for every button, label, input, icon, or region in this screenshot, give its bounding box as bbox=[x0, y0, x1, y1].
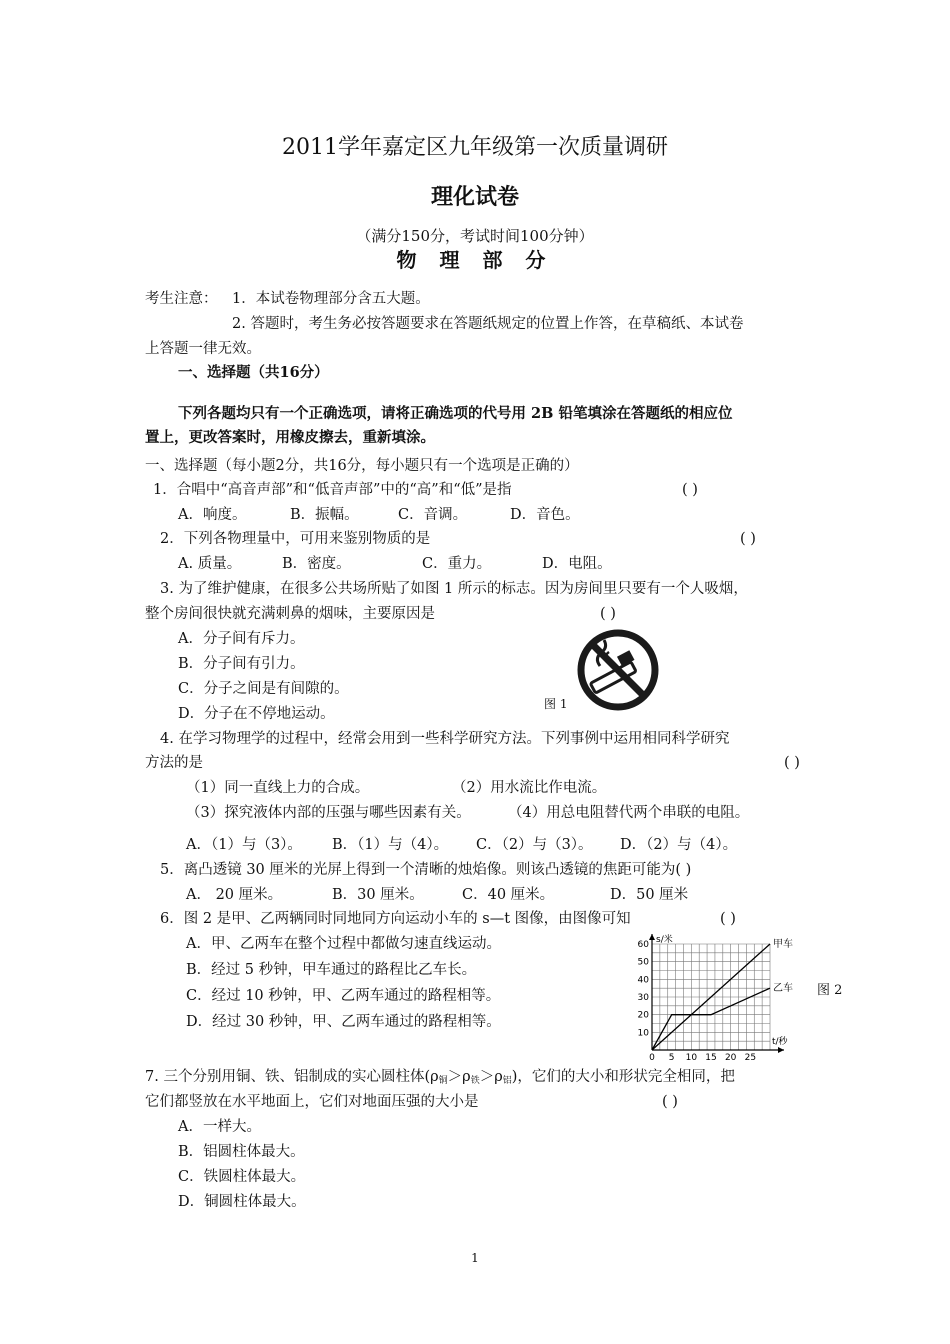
sub-fe: 铁 bbox=[470, 1076, 480, 1086]
q4-option-c: C．（2）与（3）。 bbox=[476, 837, 593, 853]
q5-option-b: B．30 厘米。 bbox=[332, 887, 424, 903]
page-number: 1 bbox=[471, 1251, 479, 1265]
q3-option-b: B．分子间有引力。 bbox=[178, 656, 305, 672]
y-axis-label: s/米 bbox=[656, 935, 673, 945]
q7-option-d: D．铜圆柱体最大。 bbox=[178, 1194, 306, 1210]
notice-line3: 上答题一律无效。 bbox=[145, 341, 261, 357]
exam-subtitle: 理化试卷 bbox=[430, 184, 519, 210]
no-smoking-icon bbox=[576, 628, 660, 712]
q3-stem-1: 3. 为了维护健康，在很多公共场所贴了如图 1 所示的标志。因为房间里只要有一个人吸烟， bbox=[160, 581, 748, 597]
sub-cu: 铜 bbox=[438, 1076, 448, 1086]
q2-answer-paren: ( ) bbox=[740, 531, 756, 547]
q3-option-a: A．分子间有斥力。 bbox=[178, 631, 305, 647]
part-title: 物 理 部 分 bbox=[396, 248, 554, 272]
q4-item-2: （2）用水流比作电流。 bbox=[452, 780, 607, 796]
q7-option-a: A．一样大。 bbox=[178, 1119, 261, 1135]
section-instruction-2: 置上，更改答案时，用橡皮擦去，重新填涂。 bbox=[145, 429, 435, 446]
q6-answer-paren: ( ) bbox=[720, 911, 736, 927]
figure1-label: 图 1 bbox=[544, 697, 568, 711]
y-tick-label: 40 bbox=[637, 975, 649, 986]
x-tick-label: 10 bbox=[685, 1053, 698, 1060]
q1-option-d: D．音色。 bbox=[510, 507, 580, 523]
q4-item-3: （3）探究液体内部的压强与哪些因素有关。 bbox=[186, 805, 471, 821]
gt-1: ＞ bbox=[447, 1069, 463, 1085]
exam-title: 2011学年嘉定区九年级第一次质量调研 bbox=[282, 135, 668, 160]
y-tick-label: 20 bbox=[637, 1010, 649, 1021]
q6-stem: 6．图 2 是甲、乙两辆同时同地同方向运动小车的 s—t 图像，由图像可知 bbox=[160, 911, 631, 927]
q2-stem: 2．下列各物理量中，可用来鉴别物质的是 bbox=[160, 531, 431, 547]
q6-option-b: B．经过 5 秒钟，甲车通过的路程比乙车长。 bbox=[186, 962, 477, 978]
x-tick-label: 20 bbox=[724, 1053, 737, 1060]
q4-option-a: A．（1）与（3）。 bbox=[186, 837, 302, 853]
q1-answer-paren: ( ) bbox=[682, 482, 698, 498]
q5-option-c: C．40 厘米。 bbox=[462, 887, 555, 903]
y-tick-label: 60 bbox=[637, 940, 649, 950]
x-tick-label: 5 bbox=[668, 1053, 675, 1060]
sub-al: 铝 bbox=[502, 1076, 512, 1086]
q2-option-a: A. 质量。 bbox=[178, 556, 242, 572]
x-axis-arrow bbox=[778, 1047, 784, 1053]
q5-option-d: D．50 厘米 bbox=[610, 887, 689, 903]
series-label: 乙车 bbox=[773, 983, 793, 995]
section-instruction-1: 下列各题均只有一个正确选项，请将正确选项的代号用 2B 铅笔填涂在答题纸的相应位 bbox=[178, 405, 733, 422]
q1-option-a: A．响度。 bbox=[178, 507, 247, 523]
q6-option-d: D．经过 30 秒钟，甲、乙两车通过的路程相等。 bbox=[186, 1014, 501, 1030]
q6-option-c: C．经过 10 秒钟，甲、乙两车通过的路程相等。 bbox=[186, 988, 501, 1004]
q7-option-c: C．铁圆柱体最大。 bbox=[178, 1169, 306, 1185]
q7-stem-2: 它们都竖放在水平地面上，它们对地面压强的大小是 bbox=[145, 1094, 479, 1110]
y-tick-label: 30 bbox=[637, 993, 649, 1003]
q7-stem-1-a: 7. 三个分别用铜、铁、铝制成的实心圆柱体( bbox=[145, 1069, 431, 1085]
q1-stem: 1．合唱中“高音声部”和“低音声部”中的“高”和“低”是指 bbox=[153, 482, 512, 498]
x-tick-label: 25 bbox=[744, 1053, 757, 1060]
q7-stem-1-b: )，它们的大小和形状完全相同，把 bbox=[511, 1069, 735, 1085]
y-tick-label: 50 bbox=[637, 957, 649, 968]
q5-stem: 5．离凸透镜 30 厘米的光屏上得到一个清晰的烛焰像。则该凸透镜的焦距可能为( ) bbox=[160, 862, 692, 878]
section-heading: 一、选择题（共16分） bbox=[178, 364, 329, 381]
q1-option-b: B．振幅。 bbox=[290, 507, 359, 523]
rho-cu: ρ bbox=[430, 1069, 439, 1085]
st-graph bbox=[634, 930, 818, 1060]
q4-stem-2: 方法的是 bbox=[145, 755, 203, 771]
gt-2: ＞ bbox=[479, 1069, 495, 1085]
q1-option-c: C．音调。 bbox=[398, 507, 468, 523]
series-label: 甲车 bbox=[773, 939, 793, 950]
q4-answer-paren: ( ) bbox=[784, 755, 800, 771]
q4-item-4: （4）用总电阻替代两个串联的电阻。 bbox=[508, 805, 750, 821]
q4-option-d: D．（2）与（4）。 bbox=[620, 837, 738, 853]
q4-stem-1: 4. 在学习物理学的过程中，经常会用到一些科学研究方法。下列事例中运用相同科学研究 bbox=[160, 731, 730, 747]
q3-option-d: D．分子在不停地运动。 bbox=[178, 706, 335, 722]
notice-label: 考生注意： bbox=[145, 291, 218, 307]
q2-option-d: D．电阻。 bbox=[542, 556, 612, 572]
q7-option-b: B．铝圆柱体最大。 bbox=[178, 1144, 305, 1160]
q2-option-c: C．重力。 bbox=[422, 556, 492, 572]
x-tick-label: 0 bbox=[649, 1053, 655, 1060]
q2-option-b: B．密度。 bbox=[282, 556, 351, 572]
x-axis-label: t/秒 bbox=[772, 1037, 788, 1047]
notice-line1: 1．本试卷物理部分含五大题。 bbox=[232, 291, 430, 307]
section-intro: 一、选择题（每小题2分，共16分，每小题只有一个选项是正确的） bbox=[145, 458, 579, 474]
q3-answer-paren: ( ) bbox=[600, 606, 616, 622]
q5-option-a: A． 20 厘米。 bbox=[186, 887, 283, 903]
q6-option-a: A．甲、乙两车在整个过程中都做匀速直线运动。 bbox=[186, 936, 501, 952]
y-axis-arrow bbox=[649, 934, 655, 940]
q3-option-c: C．分子之间是有间隙的。 bbox=[178, 681, 349, 697]
q3-stem-2: 整个房间很快就充满刺鼻的烟味，主要原因是 bbox=[145, 606, 435, 622]
q4-item-1: （1）同一直线上力的合成。 bbox=[186, 780, 370, 796]
exam-meta: （满分150分，考试时间100分钟） bbox=[356, 227, 594, 245]
rho-al: ρ bbox=[494, 1069, 503, 1085]
notice-line2: 2. 答题时，考生务必按答题要求在答题纸规定的位置上作答，在草稿纸、本试卷 bbox=[232, 316, 744, 332]
q7-answer-paren: ( ) bbox=[662, 1094, 678, 1110]
figure2-label: 图 2 bbox=[817, 983, 843, 998]
y-tick-label: 10 bbox=[637, 1028, 649, 1039]
rho-fe: ρ bbox=[462, 1069, 471, 1085]
x-tick-label: 15 bbox=[705, 1053, 717, 1060]
q7-stem-1 bbox=[145, 1067, 735, 1091]
q4-option-b: B．（1）与（4）。 bbox=[332, 837, 449, 853]
